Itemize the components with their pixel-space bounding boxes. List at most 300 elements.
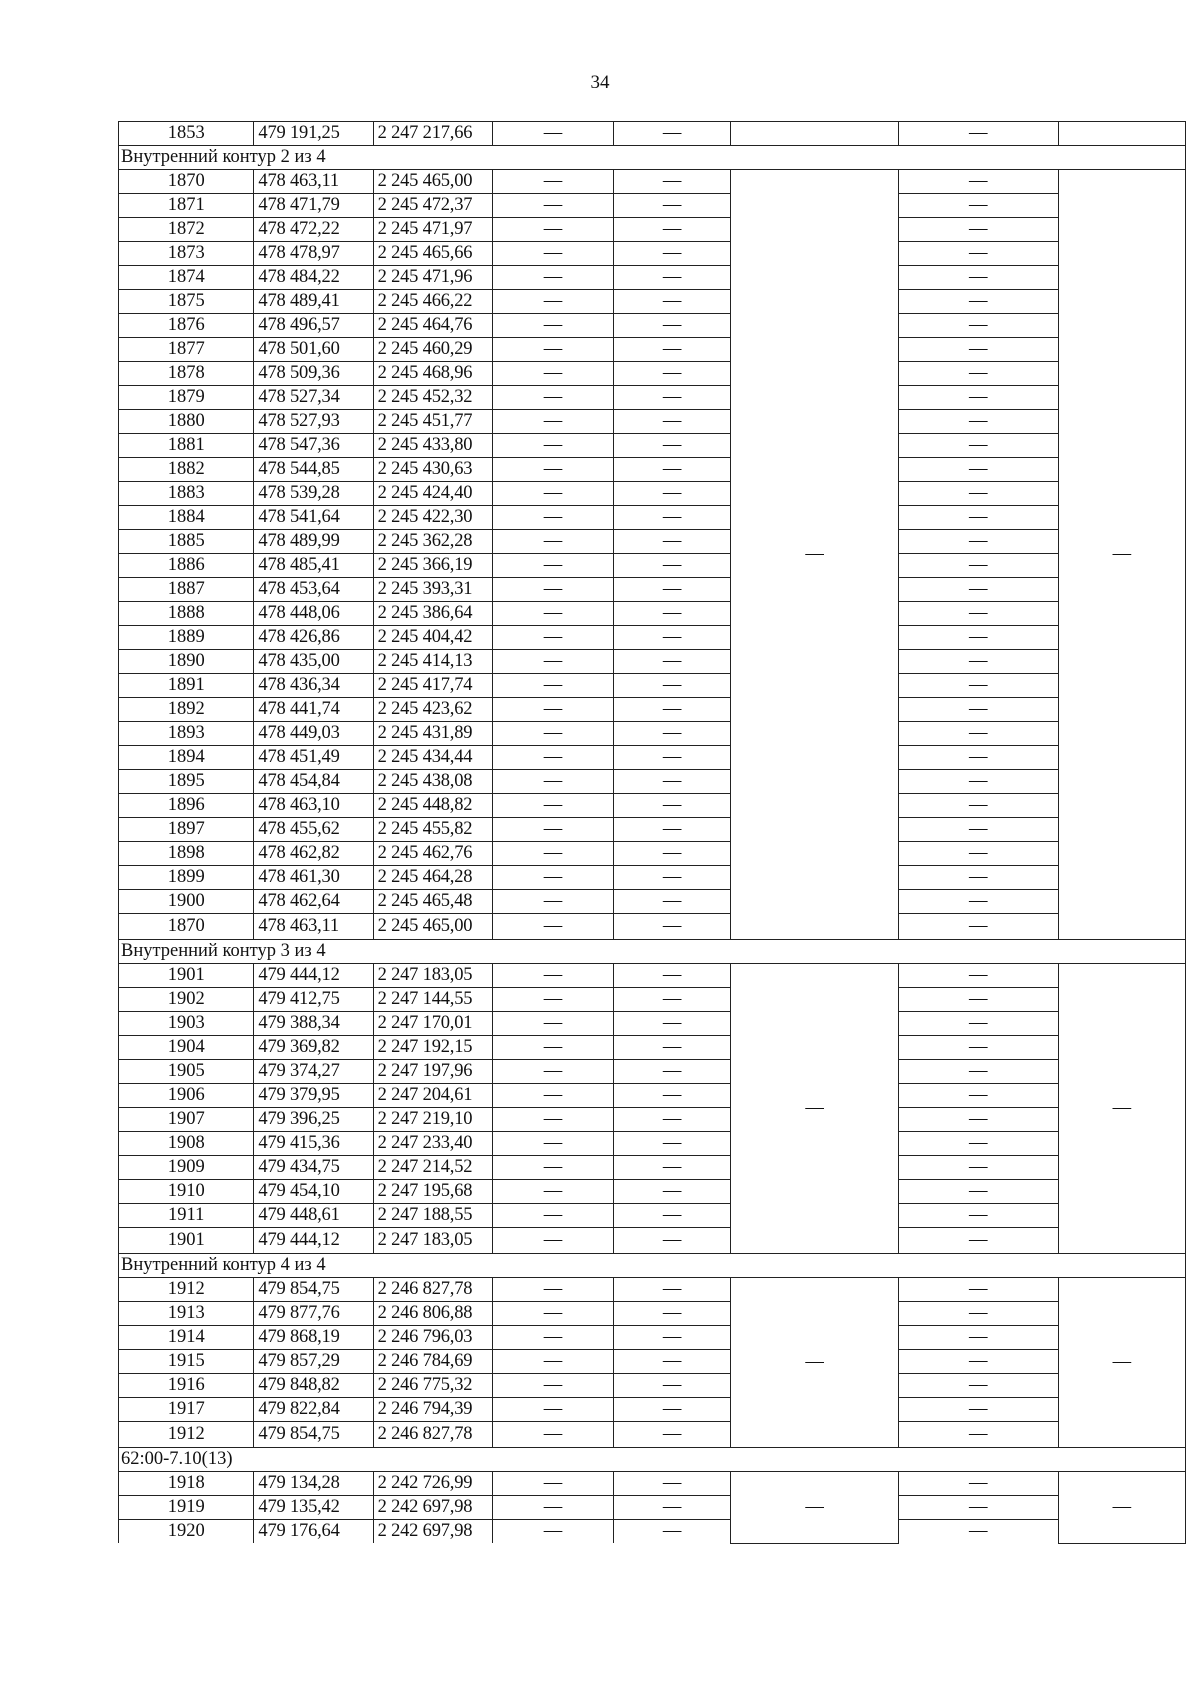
dash-cell: — bbox=[898, 482, 1058, 506]
dash-cell: — bbox=[614, 218, 731, 242]
dash-cell: — bbox=[614, 1326, 731, 1350]
dash-cell: — bbox=[614, 578, 731, 602]
point-number: 1882 bbox=[119, 458, 254, 482]
dash-cell: — bbox=[492, 1302, 613, 1326]
dash-cell: — bbox=[492, 1180, 613, 1204]
coord-x: 478 463,10 bbox=[254, 794, 373, 818]
point-number: 1919 bbox=[119, 1496, 254, 1520]
point-number: 1881 bbox=[119, 434, 254, 458]
table-row bbox=[119, 482, 1186, 506]
coord-x: 478 463,11 bbox=[254, 914, 373, 940]
point-number: 1889 bbox=[119, 626, 254, 650]
table-row bbox=[119, 338, 1186, 362]
dash-cell: — bbox=[492, 650, 613, 674]
point-number: 1874 bbox=[119, 266, 254, 290]
table-row bbox=[119, 1496, 1186, 1520]
dash-cell: — bbox=[492, 770, 613, 794]
coord-x: 479 135,42 bbox=[254, 1496, 373, 1520]
point-number: 1920 bbox=[119, 1520, 254, 1544]
coord-y: 2 245 448,82 bbox=[373, 794, 492, 818]
table-row bbox=[119, 458, 1186, 482]
dash-cell: — bbox=[898, 1520, 1058, 1544]
dash-cell: — bbox=[898, 626, 1058, 650]
dash-cell: — bbox=[898, 1350, 1058, 1374]
point-number: 1895 bbox=[119, 770, 254, 794]
dash-cell: — bbox=[614, 122, 731, 146]
dash-cell: — bbox=[492, 602, 613, 626]
merged-dash-cell: — bbox=[731, 170, 899, 940]
point-number: 1909 bbox=[119, 1156, 254, 1180]
table-row bbox=[119, 1520, 1186, 1544]
coord-x: 478 435,00 bbox=[254, 650, 373, 674]
table-row bbox=[119, 1374, 1186, 1398]
dash-cell: — bbox=[898, 338, 1058, 362]
dash-cell: — bbox=[614, 170, 731, 194]
dash-cell: — bbox=[614, 1302, 731, 1326]
table-row bbox=[119, 866, 1186, 890]
point-number: 1870 bbox=[119, 914, 254, 940]
dash-cell: — bbox=[898, 674, 1058, 698]
dash-cell: — bbox=[614, 482, 731, 506]
dash-cell: — bbox=[492, 818, 613, 842]
table-row bbox=[119, 650, 1186, 674]
dash-cell: — bbox=[614, 1278, 731, 1302]
coord-y: 2 242 697,98 bbox=[373, 1496, 492, 1520]
coord-x: 478 462,82 bbox=[254, 842, 373, 866]
dash-cell: — bbox=[898, 1398, 1058, 1422]
coord-x: 478 478,97 bbox=[254, 242, 373, 266]
coord-y: 2 247 214,52 bbox=[373, 1156, 492, 1180]
table-row bbox=[119, 890, 1186, 914]
dash-cell: — bbox=[898, 1180, 1058, 1204]
dash-cell: — bbox=[492, 1060, 613, 1084]
dash-cell: — bbox=[898, 1472, 1058, 1496]
table-row bbox=[119, 842, 1186, 866]
dash-cell: — bbox=[898, 458, 1058, 482]
dash-cell: — bbox=[492, 1350, 613, 1374]
dash-cell: — bbox=[898, 122, 1058, 146]
table-row bbox=[119, 1326, 1186, 1350]
table-row bbox=[119, 314, 1186, 338]
dash-cell: — bbox=[492, 506, 613, 530]
coord-y: 2 245 433,80 bbox=[373, 434, 492, 458]
coord-x: 478 436,34 bbox=[254, 674, 373, 698]
dash-cell: — bbox=[492, 386, 613, 410]
coord-x: 478 527,34 bbox=[254, 386, 373, 410]
dash-cell: — bbox=[898, 242, 1058, 266]
table-row bbox=[119, 1132, 1186, 1156]
point-number: 1913 bbox=[119, 1302, 254, 1326]
dash-cell: — bbox=[898, 1228, 1058, 1254]
coord-x: 478 448,06 bbox=[254, 602, 373, 626]
dash-cell: — bbox=[492, 746, 613, 770]
table-row bbox=[119, 770, 1186, 794]
coord-x: 478 461,30 bbox=[254, 866, 373, 890]
coord-x: 478 485,41 bbox=[254, 554, 373, 578]
page-number: 34 bbox=[590, 72, 610, 93]
dash-cell: — bbox=[614, 338, 731, 362]
table-row bbox=[119, 170, 1186, 194]
empty-cell bbox=[1058, 122, 1185, 146]
coord-x: 478 454,84 bbox=[254, 770, 373, 794]
dash-cell: — bbox=[898, 650, 1058, 674]
table-row bbox=[119, 434, 1186, 458]
dash-cell: — bbox=[898, 1108, 1058, 1132]
dash-cell: — bbox=[898, 1084, 1058, 1108]
dash-cell: — bbox=[898, 1302, 1058, 1326]
coord-x: 478 489,41 bbox=[254, 290, 373, 314]
point-number: 1901 bbox=[119, 964, 254, 988]
dash-cell: — bbox=[492, 842, 613, 866]
coord-x: 479 134,28 bbox=[254, 1472, 373, 1496]
dash-cell: — bbox=[898, 746, 1058, 770]
coord-x: 478 462,64 bbox=[254, 890, 373, 914]
dash-cell: — bbox=[614, 1228, 731, 1254]
dash-cell: — bbox=[898, 194, 1058, 218]
merged-dash-cell: — bbox=[1058, 1472, 1185, 1544]
coord-y: 2 245 471,97 bbox=[373, 218, 492, 242]
coord-y: 2 247 219,10 bbox=[373, 1108, 492, 1132]
coord-y: 2 245 386,64 bbox=[373, 602, 492, 626]
point-number: 1872 bbox=[119, 218, 254, 242]
coord-y: 2 245 414,13 bbox=[373, 650, 492, 674]
dash-cell: — bbox=[898, 988, 1058, 1012]
dash-cell: — bbox=[614, 1036, 731, 1060]
dash-cell: — bbox=[492, 1084, 613, 1108]
dash-cell: — bbox=[614, 914, 731, 940]
dash-cell: — bbox=[614, 386, 731, 410]
point-number: 1887 bbox=[119, 578, 254, 602]
coord-y: 2 245 438,08 bbox=[373, 770, 492, 794]
dash-cell: — bbox=[614, 1060, 731, 1084]
dash-cell: — bbox=[492, 914, 613, 940]
dash-cell: — bbox=[614, 890, 731, 914]
dash-cell: — bbox=[898, 770, 1058, 794]
table-row bbox=[119, 1108, 1186, 1132]
dash-cell: — bbox=[614, 1108, 731, 1132]
dash-cell: — bbox=[492, 964, 613, 988]
table-row bbox=[119, 242, 1186, 266]
dash-cell: — bbox=[492, 362, 613, 386]
dash-cell: — bbox=[492, 1108, 613, 1132]
coord-y: 2 247 197,96 bbox=[373, 1060, 492, 1084]
table-row bbox=[119, 1350, 1186, 1374]
table-row bbox=[119, 674, 1186, 698]
point-number: 1891 bbox=[119, 674, 254, 698]
coord-y: 2 247 195,68 bbox=[373, 1180, 492, 1204]
merged-dash-cell: — bbox=[731, 1472, 899, 1544]
dash-cell: — bbox=[614, 242, 731, 266]
coord-x: 479 434,75 bbox=[254, 1156, 373, 1180]
point-number: 1880 bbox=[119, 410, 254, 434]
dash-cell: — bbox=[898, 602, 1058, 626]
coord-y: 2 245 465,00 bbox=[373, 914, 492, 940]
coord-y: 2 245 424,40 bbox=[373, 482, 492, 506]
point-number: 1870 bbox=[119, 170, 254, 194]
coord-y: 2 247 144,55 bbox=[373, 988, 492, 1012]
coord-y: 2 245 431,89 bbox=[373, 722, 492, 746]
table-row bbox=[119, 1012, 1186, 1036]
dash-cell: — bbox=[898, 362, 1058, 386]
dash-cell: — bbox=[492, 1422, 613, 1448]
dash-cell: — bbox=[614, 1204, 731, 1228]
dash-cell: — bbox=[898, 1496, 1058, 1520]
section-header-row bbox=[119, 1254, 1186, 1278]
dash-cell: — bbox=[898, 506, 1058, 530]
coord-x: 478 489,99 bbox=[254, 530, 373, 554]
coord-y: 2 245 465,66 bbox=[373, 242, 492, 266]
section-title: Внутренний контур 3 из 4 bbox=[119, 940, 1186, 964]
coord-x: 479 444,12 bbox=[254, 1228, 373, 1254]
point-number: 1904 bbox=[119, 1036, 254, 1060]
coord-x: 478 455,62 bbox=[254, 818, 373, 842]
dash-cell: — bbox=[614, 1012, 731, 1036]
dash-cell: — bbox=[898, 1326, 1058, 1350]
dash-cell: — bbox=[614, 434, 731, 458]
dash-cell: — bbox=[898, 410, 1058, 434]
coord-x: 479 822,84 bbox=[254, 1398, 373, 1422]
dash-cell: — bbox=[614, 626, 731, 650]
coord-y: 2 242 726,99 bbox=[373, 1472, 492, 1496]
coord-y: 2 245 452,32 bbox=[373, 386, 492, 410]
dash-cell: — bbox=[614, 194, 731, 218]
point-number: 1902 bbox=[119, 988, 254, 1012]
dash-cell: — bbox=[492, 1228, 613, 1254]
point-number: 1892 bbox=[119, 698, 254, 722]
coord-y: 2 245 404,42 bbox=[373, 626, 492, 650]
dash-cell: — bbox=[614, 290, 731, 314]
dash-cell: — bbox=[492, 482, 613, 506]
table-row bbox=[119, 122, 1186, 146]
coord-x: 479 176,64 bbox=[254, 1520, 373, 1544]
dash-cell: — bbox=[614, 650, 731, 674]
coord-x: 479 396,25 bbox=[254, 1108, 373, 1132]
dash-cell: — bbox=[614, 266, 731, 290]
table-row bbox=[119, 1060, 1186, 1084]
coord-y: 2 246 775,32 bbox=[373, 1374, 492, 1398]
point-number: 1916 bbox=[119, 1374, 254, 1398]
table-row bbox=[119, 626, 1186, 650]
point-number: 1897 bbox=[119, 818, 254, 842]
dash-cell: — bbox=[898, 530, 1058, 554]
coord-y: 2 247 192,15 bbox=[373, 1036, 492, 1060]
dash-cell: — bbox=[492, 1520, 613, 1544]
dash-cell: — bbox=[898, 170, 1058, 194]
coord-x: 479 877,76 bbox=[254, 1302, 373, 1326]
dash-cell: — bbox=[898, 434, 1058, 458]
dash-cell: — bbox=[492, 1132, 613, 1156]
coord-y: 2 245 417,74 bbox=[373, 674, 492, 698]
dash-cell: — bbox=[614, 362, 731, 386]
coord-y: 2 245 466,22 bbox=[373, 290, 492, 314]
dash-cell: — bbox=[614, 746, 731, 770]
dash-cell: — bbox=[898, 722, 1058, 746]
dash-cell: — bbox=[492, 194, 613, 218]
coord-y: 2 245 422,30 bbox=[373, 506, 492, 530]
dash-cell: — bbox=[492, 554, 613, 578]
point-number: 1871 bbox=[119, 194, 254, 218]
dash-cell: — bbox=[614, 866, 731, 890]
dash-cell: — bbox=[898, 818, 1058, 842]
coord-y: 2 246 827,78 bbox=[373, 1422, 492, 1448]
table-row bbox=[119, 1228, 1186, 1254]
coordinates-table bbox=[118, 121, 1186, 1544]
merged-dash-cell: — bbox=[1058, 1278, 1185, 1448]
point-number: 1873 bbox=[119, 242, 254, 266]
coord-x: 479 191,25 bbox=[254, 122, 373, 146]
dash-cell: — bbox=[898, 554, 1058, 578]
point-number: 1915 bbox=[119, 1350, 254, 1374]
coord-x: 478 501,60 bbox=[254, 338, 373, 362]
dash-cell: — bbox=[492, 626, 613, 650]
dash-cell: — bbox=[492, 338, 613, 362]
dash-cell: — bbox=[614, 770, 731, 794]
table-row bbox=[119, 506, 1186, 530]
point-number: 1883 bbox=[119, 482, 254, 506]
table-row bbox=[119, 746, 1186, 770]
table-row bbox=[119, 218, 1186, 242]
dash-cell: — bbox=[898, 1132, 1058, 1156]
coord-y: 2 245 430,63 bbox=[373, 458, 492, 482]
point-number: 1906 bbox=[119, 1084, 254, 1108]
dash-cell: — bbox=[898, 1036, 1058, 1060]
coord-y: 2 247 233,40 bbox=[373, 1132, 492, 1156]
coord-x: 479 848,82 bbox=[254, 1374, 373, 1398]
section-title: Внутренний контур 2 из 4 bbox=[119, 146, 1186, 170]
dash-cell: — bbox=[898, 1204, 1058, 1228]
empty-cell bbox=[731, 122, 899, 146]
dash-cell: — bbox=[492, 794, 613, 818]
dash-cell: — bbox=[492, 1036, 613, 1060]
coordinates-table-body bbox=[119, 122, 1186, 1544]
coord-x: 478 449,03 bbox=[254, 722, 373, 746]
section-title: Внутренний контур 4 из 4 bbox=[119, 1254, 1186, 1278]
dash-cell: — bbox=[614, 988, 731, 1012]
dash-cell: — bbox=[898, 1374, 1058, 1398]
table-row bbox=[119, 290, 1186, 314]
dash-cell: — bbox=[492, 722, 613, 746]
table-row bbox=[119, 1036, 1186, 1060]
dash-cell: — bbox=[492, 170, 613, 194]
dash-cell: — bbox=[492, 314, 613, 338]
dash-cell: — bbox=[614, 818, 731, 842]
coord-x: 479 379,95 bbox=[254, 1084, 373, 1108]
table-row bbox=[119, 386, 1186, 410]
dash-cell: — bbox=[614, 674, 731, 698]
dash-cell: — bbox=[492, 1326, 613, 1350]
point-number: 1901 bbox=[119, 1228, 254, 1254]
point-number: 1886 bbox=[119, 554, 254, 578]
coord-x: 478 484,22 bbox=[254, 266, 373, 290]
table-row bbox=[119, 1278, 1186, 1302]
coord-x: 478 527,93 bbox=[254, 410, 373, 434]
dash-cell: — bbox=[614, 530, 731, 554]
point-number: 1877 bbox=[119, 338, 254, 362]
table-row bbox=[119, 1422, 1186, 1448]
dash-cell: — bbox=[898, 842, 1058, 866]
dash-cell: — bbox=[614, 698, 731, 722]
coord-y: 2 246 784,69 bbox=[373, 1350, 492, 1374]
table-row bbox=[119, 1302, 1186, 1326]
point-number: 1888 bbox=[119, 602, 254, 626]
dash-cell: — bbox=[614, 722, 731, 746]
dash-cell: — bbox=[898, 290, 1058, 314]
dash-cell: — bbox=[898, 866, 1058, 890]
coord-x: 479 412,75 bbox=[254, 988, 373, 1012]
dash-cell: — bbox=[492, 1496, 613, 1520]
dash-cell: — bbox=[898, 698, 1058, 722]
dash-cell: — bbox=[492, 1374, 613, 1398]
dash-cell: — bbox=[614, 1496, 731, 1520]
table-row bbox=[119, 1398, 1186, 1422]
dash-cell: — bbox=[614, 506, 731, 530]
dash-cell: — bbox=[614, 458, 731, 482]
coord-y: 2 247 204,61 bbox=[373, 1084, 492, 1108]
dash-cell: — bbox=[492, 122, 613, 146]
coord-x: 478 426,86 bbox=[254, 626, 373, 650]
coord-x: 479 374,27 bbox=[254, 1060, 373, 1084]
dash-cell: — bbox=[614, 1422, 731, 1448]
dash-cell: — bbox=[492, 1156, 613, 1180]
table-row bbox=[119, 988, 1186, 1012]
dash-cell: — bbox=[492, 1398, 613, 1422]
coord-y: 2 245 393,31 bbox=[373, 578, 492, 602]
dash-cell: — bbox=[614, 1520, 731, 1544]
coord-y: 2 245 472,37 bbox=[373, 194, 492, 218]
coord-y: 2 247 188,55 bbox=[373, 1204, 492, 1228]
table-row bbox=[119, 1156, 1186, 1180]
coord-y: 2 245 460,29 bbox=[373, 338, 492, 362]
dash-cell: — bbox=[492, 988, 613, 1012]
table-row bbox=[119, 266, 1186, 290]
table-row bbox=[119, 602, 1186, 626]
dash-cell: — bbox=[898, 386, 1058, 410]
coord-x: 479 388,34 bbox=[254, 1012, 373, 1036]
dash-cell: — bbox=[898, 890, 1058, 914]
coord-x: 479 415,36 bbox=[254, 1132, 373, 1156]
coord-y: 2 245 423,62 bbox=[373, 698, 492, 722]
coord-y: 2 246 796,03 bbox=[373, 1326, 492, 1350]
coord-x: 479 454,10 bbox=[254, 1180, 373, 1204]
table-row bbox=[119, 964, 1186, 988]
table-row bbox=[119, 818, 1186, 842]
table-row bbox=[119, 1084, 1186, 1108]
dash-cell: — bbox=[492, 674, 613, 698]
point-number: 1917 bbox=[119, 1398, 254, 1422]
section-header-row bbox=[119, 1448, 1186, 1472]
point-number: 1878 bbox=[119, 362, 254, 386]
point-number: 1853 bbox=[119, 122, 254, 146]
point-number: 1912 bbox=[119, 1278, 254, 1302]
point-number: 1918 bbox=[119, 1472, 254, 1496]
point-number: 1907 bbox=[119, 1108, 254, 1132]
dash-cell: — bbox=[614, 1180, 731, 1204]
coord-x: 478 472,22 bbox=[254, 218, 373, 242]
coord-y: 2 245 465,48 bbox=[373, 890, 492, 914]
coord-x: 478 509,36 bbox=[254, 362, 373, 386]
dash-cell: — bbox=[614, 1398, 731, 1422]
dash-cell: — bbox=[492, 890, 613, 914]
dash-cell: — bbox=[492, 578, 613, 602]
coord-y: 2 245 455,82 bbox=[373, 818, 492, 842]
coord-x: 479 857,29 bbox=[254, 1350, 373, 1374]
dash-cell: — bbox=[898, 914, 1058, 940]
coord-y: 2 245 366,19 bbox=[373, 554, 492, 578]
dash-cell: — bbox=[898, 1156, 1058, 1180]
coord-y: 2 246 827,78 bbox=[373, 1278, 492, 1302]
section-header-row bbox=[119, 146, 1186, 170]
dash-cell: — bbox=[898, 314, 1058, 338]
